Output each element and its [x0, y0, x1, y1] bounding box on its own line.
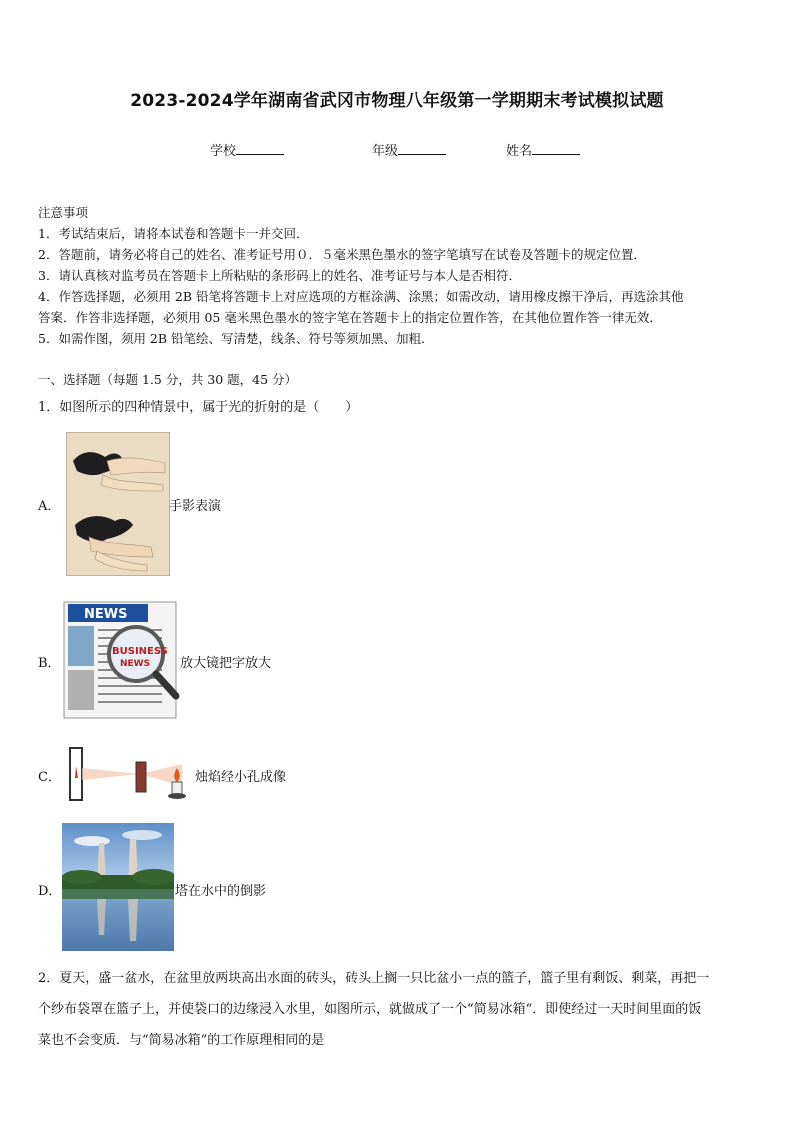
option-b-text: 放大镜把字放大	[180, 656, 272, 671]
notice-item: 5．如需作图，须用 2B 铅笔绘、写清楚，线条、符号等须加黑、加粗．	[38, 331, 434, 346]
pagoda-reflection-image	[62, 823, 174, 951]
notice-item: 4．作答选择题，必须用 2B 铅笔将答题卡上对应选项的方框涂满、涂黑；如需改动，请用橡皮擦干净后，再选涂其他	[38, 289, 684, 304]
hand-shadow-image	[66, 432, 170, 576]
name-blank[interactable]	[532, 142, 580, 155]
option-b-letter: B．	[38, 656, 61, 671]
question-1-stem: 1．如图所示的四种情景中，属于光的折射的是（ ）	[38, 400, 359, 415]
option-c-text: 烛焰经小孔成像	[195, 770, 287, 785]
notice-item: 1．考试结束后，请将本试卷和答题卡一并交回．	[38, 226, 309, 241]
school-label: 学校	[210, 144, 237, 159]
option-c-letter: C．	[38, 770, 61, 785]
question-2-line: 个纱布袋罩在篮子上，并使袋口的边缘浸入水里，如图所示，就做成了一个“简易冰箱“．即使经过一天时间里面的饭	[38, 1002, 702, 1017]
notice-item: 2．答题前，请务必将自己的姓名、准考证号用０．５毫米黑色墨水的签字笔填写在试卷及答题卡的规定位置．	[38, 247, 646, 262]
option-d-letter: D．	[38, 884, 62, 899]
school-blank[interactable]	[236, 142, 284, 155]
exam-title: 2023-2024学年湖南省武冈市物理八年级第一学期期末考试模拟试题	[130, 91, 664, 111]
news-masthead-text: NEWS	[84, 607, 128, 622]
option-d-text: 塔在水中的倒影	[175, 884, 267, 899]
grade-field[interactable]	[372, 140, 446, 159]
grade-blank[interactable]	[398, 142, 446, 155]
grade-label: 年级	[372, 144, 399, 159]
section-heading: 一、选择题（每题 1.5 分，共 30 题，45 分）	[38, 372, 298, 387]
question-2-line: 2．夏天，盛一盆水，在盆里放两块高出水面的砖头，砖头上搁一只比盆小一点的篮子，篮子里有剩饭、剩菜，再把一	[38, 971, 710, 986]
notice-heading: 注意事项	[38, 205, 89, 220]
pinhole-camera-image	[66, 744, 192, 804]
name-label: 姓名	[506, 144, 533, 159]
option-a-letter: A．	[38, 499, 61, 514]
magnifier-newspaper-image	[62, 596, 180, 720]
notice-item: 3．请认真核对监考员在答题卡上所粘贴的条形码上的姓名、准考证号与本人是否相符．	[38, 268, 521, 283]
business-magnified-text: BUSINESS	[112, 646, 168, 657]
name-field[interactable]	[506, 140, 580, 159]
news-magnified-text: NEWS	[120, 659, 151, 669]
question-2-line: 菜也不会变质．与“简易冰箱”的工作原理相同的是	[38, 1033, 325, 1048]
option-a-text: 手影表演	[169, 499, 222, 514]
notice-item: 答案．作答非选择题，必须用 05 毫米黑色墨水的签字笔在答题卡上的指定位置作答，在其他位置作答一律无效．	[38, 310, 662, 325]
school-field[interactable]	[210, 140, 284, 159]
